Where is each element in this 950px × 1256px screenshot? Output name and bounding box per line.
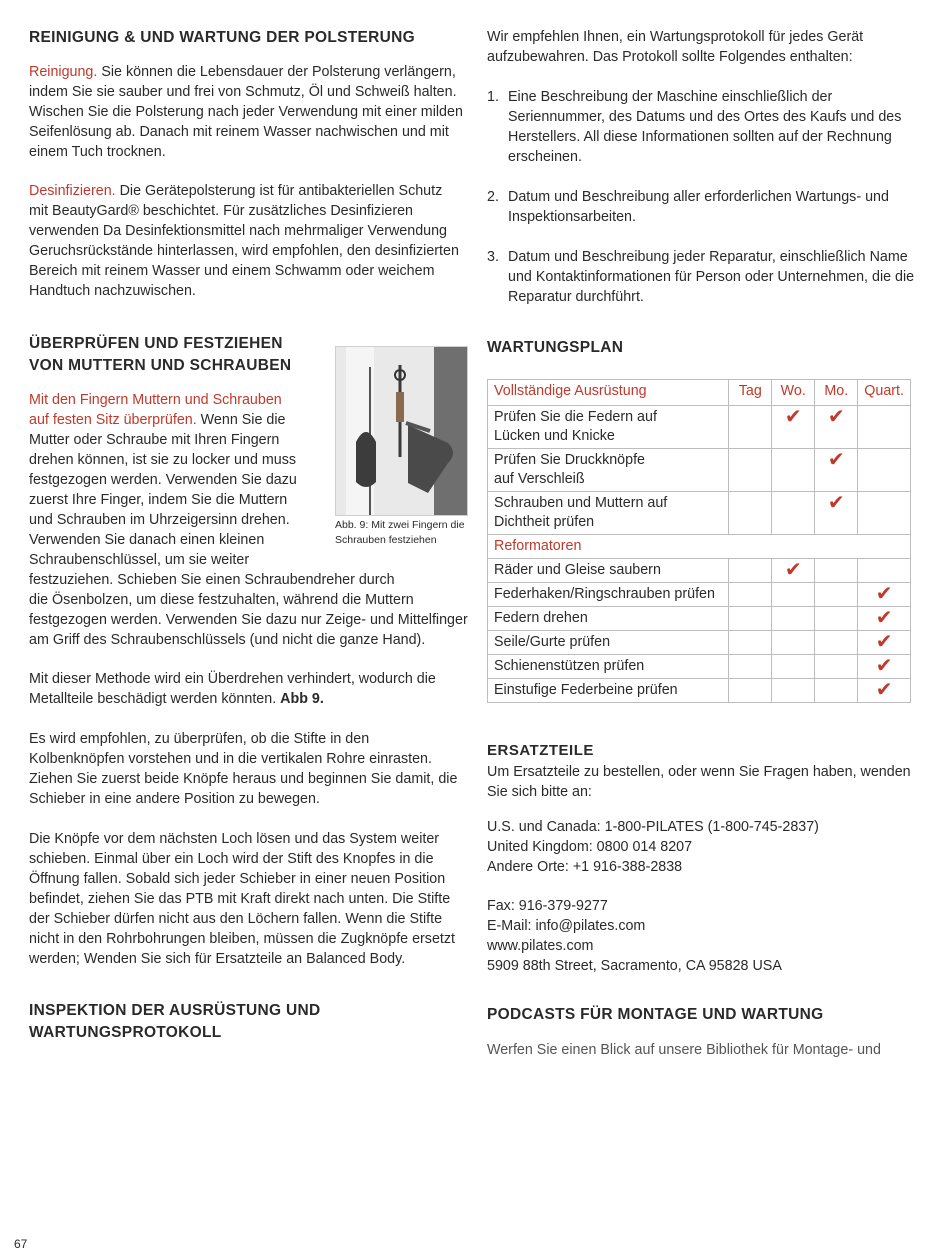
protocol-list [487,87,919,327]
empty-cell [858,559,911,583]
body-line-9: die Ösenbolzen, um diese festzuhalten, während die Muttern [29,592,414,608]
paragraph-cleaning [29,62,464,162]
contact-line: U.S. und Canada: 1-800-PILATES (1-800-745-2837) [487,819,819,835]
checkmark-icon: ✔ [772,559,815,583]
section-label-reformer: Reformatoren [488,535,911,559]
empty-cell [729,492,772,535]
text-overtighten: Mit dieser Methode wird ein Überdrehen verhindert, wodurch die Metallteile beschädigt werden könnten. [29,671,436,707]
contact-line: United Kingdom: 0800 014 8207 [487,839,693,855]
task-label: Einstufige Federbeine prüfen [488,679,729,703]
table-body-reformer [488,559,911,703]
table-header-row [488,380,911,406]
figure-reference: Abb 9. [280,691,324,707]
body-line-8: festzuziehen. Schieben Sie einen Schraubendreher durch [29,572,395,588]
figure-9-photo [335,346,468,516]
heading-spare-parts: ERSATZTEILE [487,742,594,759]
contact-other [487,896,782,976]
list-item [487,187,919,227]
empty-cell [815,607,858,631]
paragraph-podcasts: Werfen Sie einen Blick auf unsere Bibliothek für Montage- und [487,1042,881,1058]
maintenance-table [487,379,911,703]
paragraph-disinfect [29,181,464,301]
empty-cell [729,679,772,703]
checkmark-icon: ✔ [815,406,858,449]
list-number: 1. [487,89,499,105]
task-label-line2: auf Verschleiß [494,471,585,487]
checkmark-icon: ✔ [858,655,911,679]
empty-cell [729,607,772,631]
heading-upholstery: REINIGUNG & UND WARTUNG DER POLSTERUNG [29,29,415,46]
contact-line: Andere Orte: +1 916-388-2838 [487,859,683,875]
heading-nuts-bolts [29,333,291,377]
empty-cell [815,559,858,583]
checkmark-icon: ✔ [858,679,911,703]
task-label [488,449,729,492]
table-row [488,492,911,535]
empty-cell [772,679,815,703]
body-line-6: Verwenden Sie danach einen kleinen [29,532,265,548]
task-label: Seile/Gurte prüfen [488,631,729,655]
task-label [488,406,729,449]
task-label: Räder und Gleise saubern [488,559,729,583]
empty-cell [858,492,911,535]
empty-cell [772,655,815,679]
empty-cell [858,406,911,449]
empty-cell [729,559,772,583]
task-label-line1: Prüfen Sie die Federn auf [494,409,657,425]
contact-address: 5909 88th Street, Sacramento, CA 95828 USA [487,958,782,974]
empty-cell [772,631,815,655]
empty-cell [772,449,815,492]
empty-cell [772,583,815,607]
empty-cell [815,631,858,655]
paragraph-knobs: Die Knöpfe vor dem nächsten Loch lösen und das System weiter schieben. Einmal über ein Loch wird der Stift des Knopfes in die Öffnung fallen. Sobald sich jeder Schieber in einer neuen Position befindet, ziehen Sie das PTB mit Kraft direkt nach unten. Die Stifte der Schieber dürfen nicht aus den Löchern fallen. Wenn die Stifte nicht in den Rohrbohrungen bleiben, müssen die Zugknöpfe ersetzt werden; Wenden Sie sich für Ersatzteile an Balanced Body. [29,831,456,967]
table-row [488,655,911,679]
task-label-line2: Lücken und Knicke [494,428,615,444]
caption-line2: Schrauben festziehen [335,534,437,546]
table-row [488,679,911,703]
caption-line1: Abb. 9: Mit zwei Fingern die [335,519,465,531]
list-number: 3. [487,249,499,265]
body-line-4: zuerst Ihre Finger, indem Sie die Muttern [29,492,288,508]
table-row [488,559,911,583]
paragraph-pins: Es wird empfohlen, zu überprüfen, ob die Stifte in den Kolbenknöpfen vorstehen und in die vertikalen Rohre einrasten. Ziehen Sie zuerst beide Knöpfe heraus und beginnen Sie damit, die Schieber in eine andere Position zu bewegen. [29,731,458,807]
checkmark-icon: ✔ [815,449,858,492]
header-week: Wo. [772,380,815,406]
heading-inspection-line2: WARTUNGSPROTOKOLL [29,1024,222,1041]
body-line-5: und Schrauben im Uhrzeigersinn drehen. [29,512,290,528]
task-label [488,492,729,535]
paragraph-protocol-intro: Wir empfehlen Ihnen, ein Wartungsprotokoll für jedes Gerät aufzubewahren. Das Protokoll sollte Folgendes enthalten: [487,29,864,65]
table-row [488,449,911,492]
header-month: Mo. [815,380,858,406]
task-label-line2: Dichtheit prüfen [494,514,595,530]
empty-cell [729,449,772,492]
tightening-screws-illustration [336,347,467,515]
table-row [488,607,911,631]
checkmark-icon: ✔ [772,406,815,449]
paragraph-overtighten [29,669,464,709]
empty-cell [815,583,858,607]
list-text: Datum und Beschreibung jeder Reparatur, einschließlich Name und Kontaktinformationen für Person oder Unternehmen, die die Reparatur durchführt. [508,249,915,305]
checkmark-icon: ✔ [858,583,911,607]
task-label: Schienenstützen prüfen [488,655,729,679]
contact-phones [487,817,819,877]
checkmark-icon: ✔ [815,492,858,535]
header-day: Tag [729,380,772,406]
empty-cell [772,492,815,535]
table-row [488,406,911,449]
task-label: Federhaken/Ringschrauben prüfen [488,583,729,607]
lead-check-line2: auf festen Sitz überprüfen. [29,412,197,428]
task-label-line1: Prüfen Sie Druckknöpfe [494,452,645,468]
heading-inspection [29,1000,320,1044]
table-section-reformer [488,535,911,559]
task-label-line1: Schrauben und Muttern auf [494,495,668,511]
page-number: 67 [14,1237,28,1251]
header-quarter: Quart. [858,380,911,406]
text-cleaning: Sie können die Lebensdauer der Polsterung verlängern, indem Sie sie sauber und frei von Schmutz, Öl und Schweiß halten. Wischen Sie die Polsterung nach jeder Verwendung mit einer milden Seifenlösung ab. Danach mit reinem Wasser nachwischen und mit einem Tuch trocknen. [29,64,463,160]
empty-cell [858,449,911,492]
contact-fax: Fax: 916-379-9277 [487,898,608,914]
heading-maintenance-plan: WARTUNGSPLAN [487,339,624,356]
empty-cell [772,607,815,631]
lead-disinfect: Desinfizieren. [29,183,116,199]
contact-website: www.pilates.com [487,938,594,954]
body-line-7: Schraubenschlüssel, um sie weiter [29,552,250,568]
body-line-2: drehen können, ist sie zu locker und muss [29,452,297,468]
body-line-10: festgezogen werden. Verwenden Sie dazu nur Zeige- und Mittelfinger [29,612,468,628]
checkmark-icon: ✔ [858,631,911,655]
list-text: Datum und Beschreibung aller erforderlichen Wartungs- und Inspektionsarbeiten. [508,189,889,225]
empty-cell [729,655,772,679]
lead-check-line1: Mit den Fingern Muttern und Schrauben [29,392,282,408]
body-line-3: festgezogen werden. Verwenden Sie dazu [29,472,297,488]
paragraph-spare-parts: Um Ersatzteile zu bestellen, oder wenn Sie Fragen haben, wenden Sie sich bitte an: [487,764,911,800]
figure-9-caption [335,518,475,548]
heading-podcasts: PODCASTS FÜR MONTAGE UND WARTUNG [487,1006,824,1023]
table-body-full [488,406,911,535]
empty-cell [815,679,858,703]
lead-cleaning: Reinigung. [29,64,98,80]
empty-cell [729,631,772,655]
table-row [488,583,911,607]
list-text: Eine Beschreibung der Maschine einschließlich der Seriennummer, des Datums und des Ortes des Kaufs und des Herstellers. All diese Informationen sollten auf der Rechnung erscheinen. [508,89,902,165]
body-line-11: am Griff des Schraubenschlüssels (und nicht die ganze Hand). [29,632,426,648]
checkmark-icon: ✔ [858,607,911,631]
empty-cell [815,655,858,679]
heading-nuts-bolts-line2: VON MUTTERN UND SCHRAUBEN [29,357,292,374]
body-line-1: Mutter oder Schraube mit Ihren Fingern [29,432,280,448]
empty-cell [729,406,772,449]
header-full-equipment: Vollständige Ausrüstung [488,380,729,406]
contact-email: E-Mail: info@pilates.com [487,918,646,934]
text-disinfect: Die Gerätepolsterung ist für antibakteriellen Schutz mit BeautyGard® beschichtet. Für zusätzliches Desinfizieren verwenden Da Desinfektionsmittel nach mehrmaliger Verwendung Geruchsrückstände hinterlassen, wird empfohlen, den desinfizierten Bereich mit reinem Wasser und einem Schwamm oder weichem Handtuch nachzuwischen. [29,183,459,299]
task-label: Federn drehen [488,607,729,631]
list-item [487,87,919,167]
heading-nuts-bolts-line1: ÜBERPRÜFEN UND FESTZIEHEN [29,335,283,352]
empty-cell [729,583,772,607]
heading-inspection-line1: INSPEKTION DER AUSRÜSTUNG UND [29,1002,321,1019]
list-number: 2. [487,189,499,205]
list-item [487,247,919,307]
table-row [488,631,911,655]
body-line-0: Wenn Sie die [196,412,286,428]
